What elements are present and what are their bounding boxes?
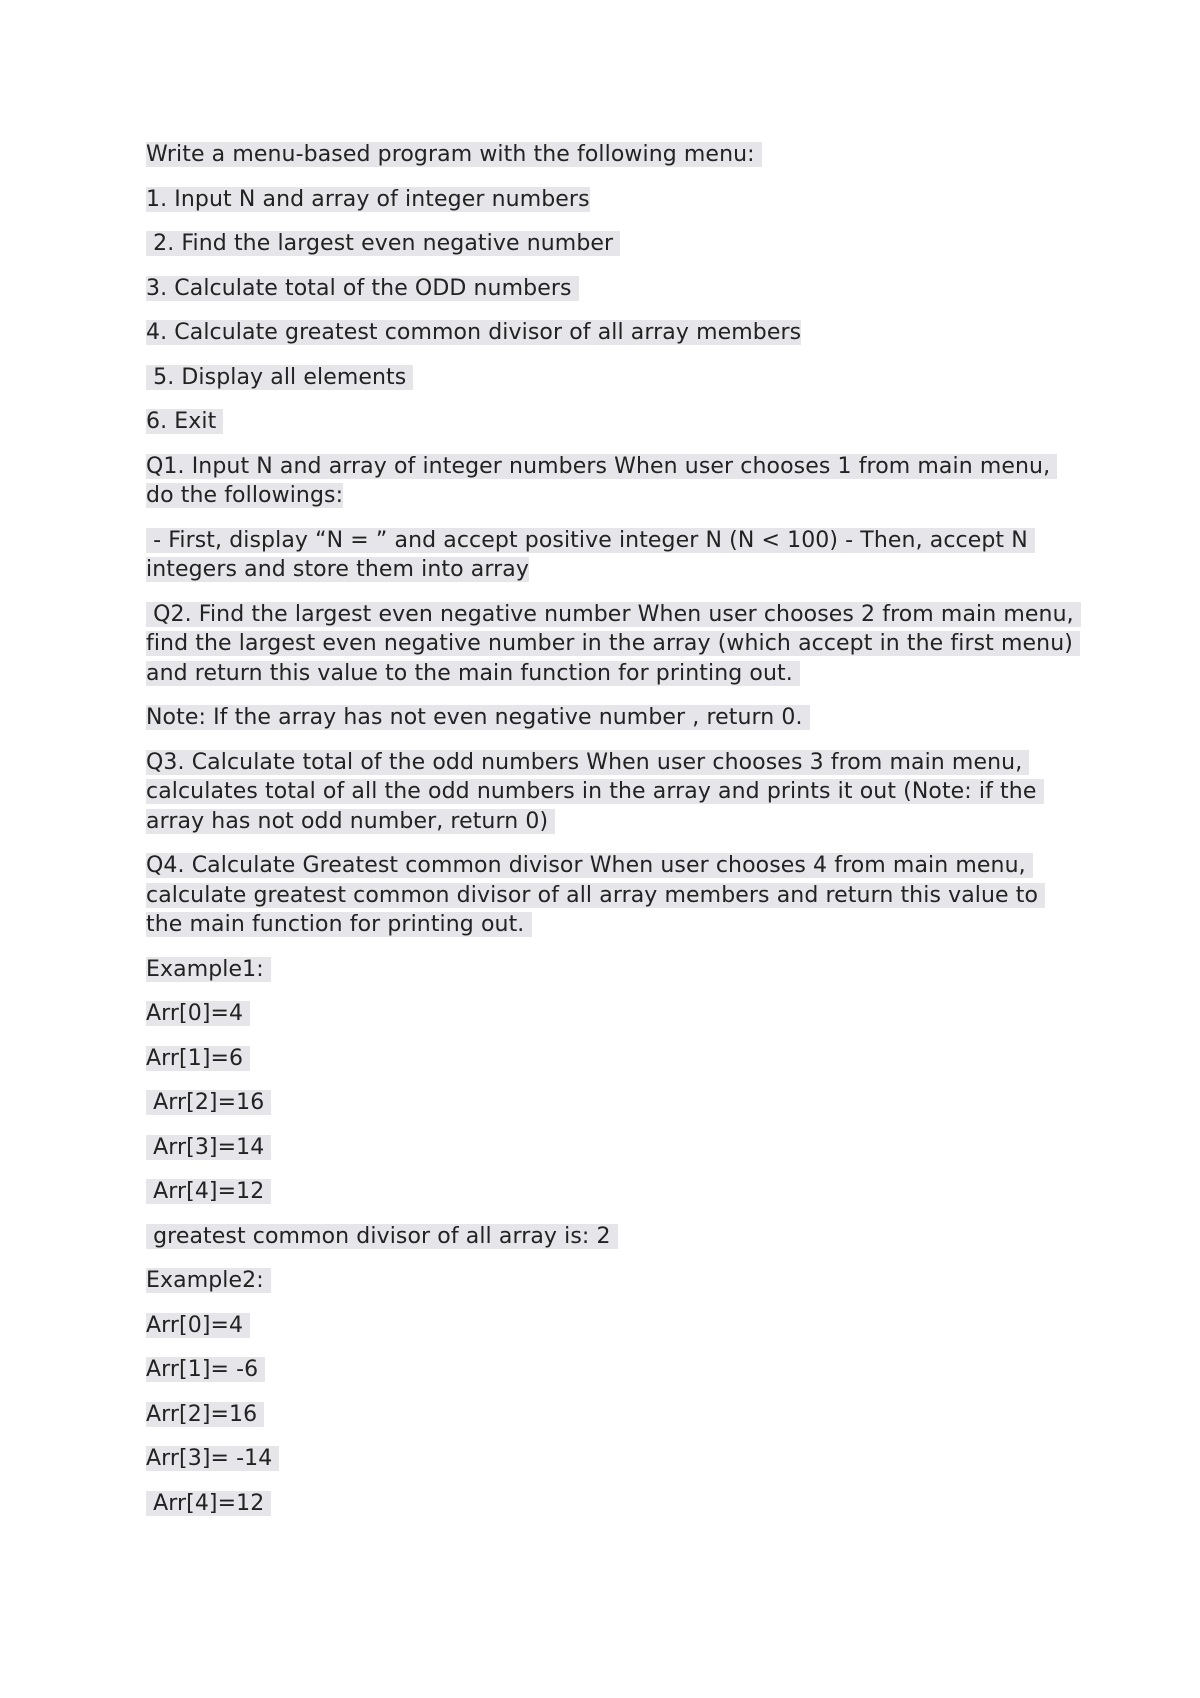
q1-details-paragraph [146,526,1076,585]
text-line: Note: If the array has not even negative number , return 0. [146,705,810,730]
text-line: Arr[2]=16 [146,1401,265,1427]
text-line: 5. Display all elements [146,364,414,390]
text-line: Example2: [146,1268,271,1293]
text-line: Q1. Input N and array of integer numbers When user chooses 1 from main menu, do the followings: [146,453,1058,508]
text-line: Arr[4]=12 [146,1490,272,1516]
text-line: Arr[0]=4 [146,1312,251,1338]
menu-item-5 [146,363,1076,393]
text-line: Arr[1]= -6 [146,1357,266,1382]
example2-heading [146,1266,1076,1296]
menu-item-4 [146,318,1076,348]
document-body [146,140,1081,1533]
note-paragraph [146,703,1076,733]
text-line: Arr[2]=16 [146,1090,272,1115]
menu-item-3 [146,274,1076,304]
example1-heading [146,955,1076,985]
text-line: Arr[1]=6 [146,1045,251,1071]
text-line: Example1: [146,956,271,982]
text-line: Arr[0]=4 [146,1001,251,1026]
text-line: Q4. Calculate Greatest common divisor When user chooses 4 from main menu, calculate greatest common divisor of all array members and return this value to the main function for printing out. [146,853,1046,937]
text-line: Write a menu-based program with the following menu: [146,142,762,167]
menu-item-2 [146,229,1076,259]
q4-paragraph [146,851,1076,940]
example1-line [146,1177,1076,1207]
menu-item-1 [146,185,1076,215]
example1-line [146,999,1076,1029]
example2-line [146,1355,1076,1385]
example2-line [146,1444,1076,1474]
text-line: 6. Exit [146,409,224,434]
text-line: 1. Input N and array of integer numbers [146,186,590,212]
text-line: 4. Calculate greatest common divisor of all array members [146,320,802,345]
text-line: greatest common divisor of all array is: 2 [146,1223,618,1249]
text-line: Arr[3]= -14 [146,1446,280,1471]
q1-paragraph [146,452,1076,511]
example1-result [146,1222,1076,1252]
example2-line [146,1311,1076,1341]
text-line: - First, display “N = ” and accept positive integer N (N < 100) - Then, accept N integers and store them into array [146,527,1035,582]
example1-line [146,1088,1076,1118]
example1-line [146,1133,1076,1163]
text-line: Arr[4]=12 [146,1179,272,1204]
text-line: Arr[3]=14 [146,1134,272,1160]
example1-line [146,1044,1076,1074]
text-line: Q3. Calculate total of the odd numbers When user chooses 3 from main menu, calculates total of all the odd numbers in the array and prints it out (Note: if the array has not odd number, return 0) [146,749,1044,834]
menu-item-6 [146,407,1076,437]
q2-paragraph [146,600,1081,689]
text-line: 3. Calculate total of the ODD numbers [146,275,579,301]
text-line: 2. Find the largest even negative number [146,231,621,256]
q3-paragraph [146,748,1076,837]
example2-line [146,1489,1076,1519]
intro-paragraph [146,140,1076,170]
text-line: Q2. Find the largest even negative number When user chooses 2 from main menu, find the largest even negative number in the array (which accept in the first menu) and return this value to the main function for printing out. [146,601,1081,686]
example2-line [146,1400,1076,1430]
